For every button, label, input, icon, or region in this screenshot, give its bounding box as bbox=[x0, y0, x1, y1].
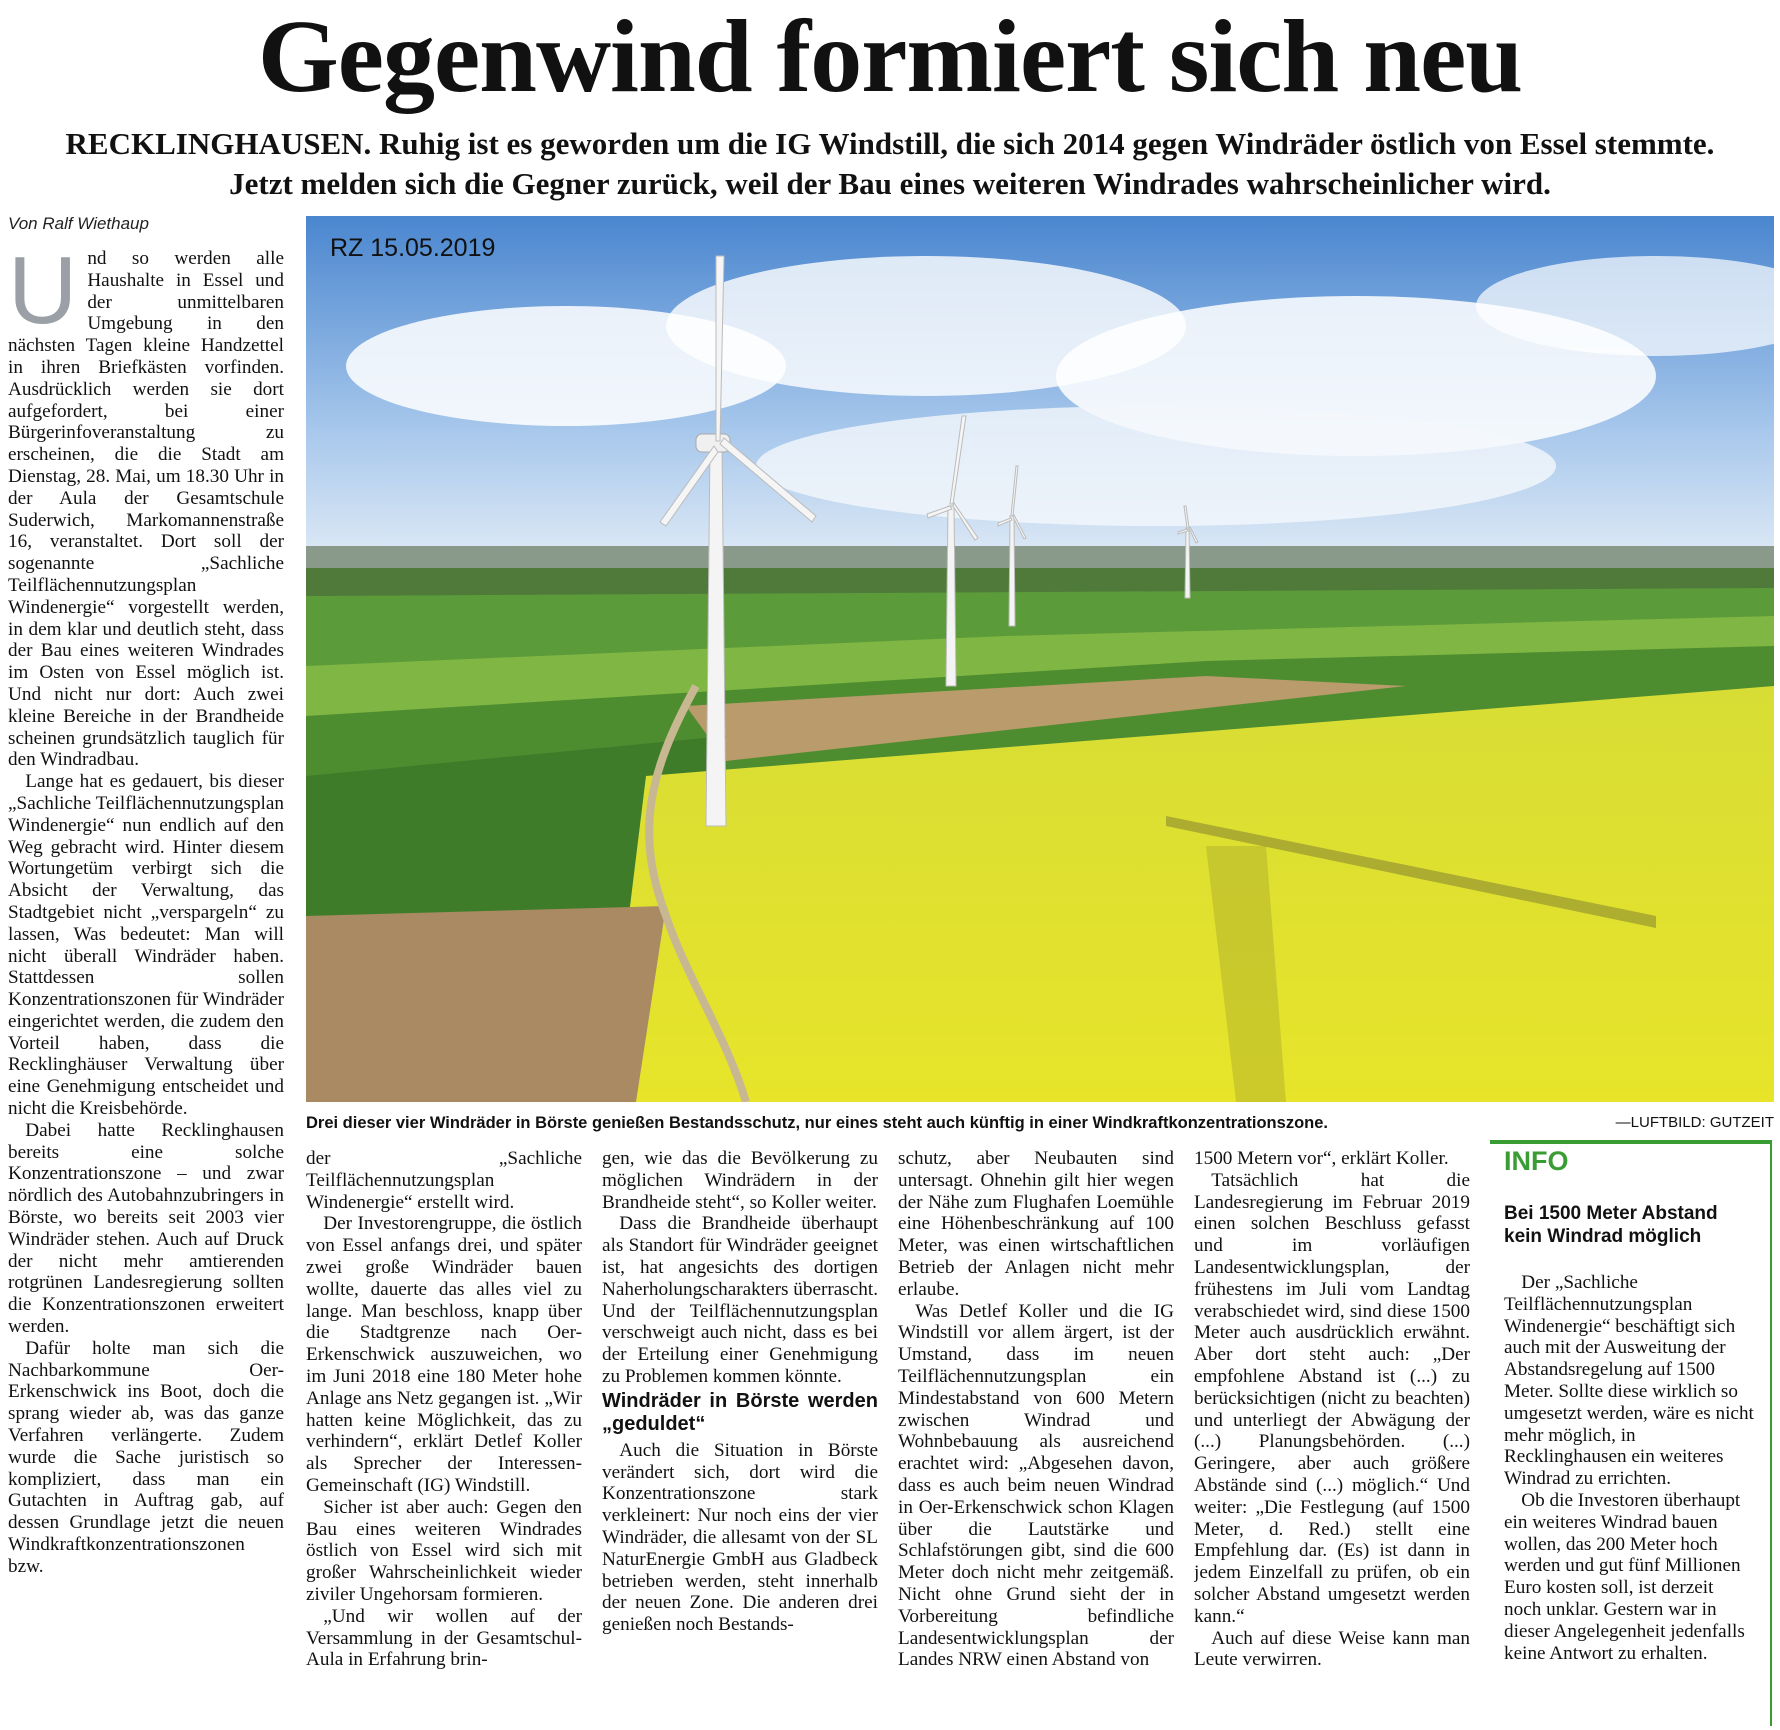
info-body bbox=[1504, 1272, 1754, 1664]
photo-credit: —LUFTBILD: GUTZEIT bbox=[1615, 1114, 1774, 1131]
paragraph: Auch auf diese Weise kann man Leute verwirren. bbox=[1194, 1627, 1470, 1671]
photo-caption bbox=[306, 1112, 1774, 1134]
paragraph: Der „Sachliche Teilflächennutzungsplan Windenergie“ beschäftigt sich auch mit der Ausweitung der Abstandsregelung auf 1500 Meter. Sollte diese wirklich so umgesetzt werden, wäre es nicht mehr möglich, in Recklinghausen ein weiteres Windrad zu errichten. bbox=[1504, 1272, 1754, 1490]
windfarm-photo bbox=[306, 216, 1774, 1102]
article-column-3 bbox=[602, 1148, 878, 1726]
paragraph: schutz, aber Neubauten sind untersagt. Ohnehin gilt hier wegen der Nähe zum Flughafen Loemühle eine Höhenbeschränkung auf 100 Meter, was einen wirtschaftlichen Betrieb der Anlagen nicht mehr erlaube. bbox=[898, 1148, 1174, 1300]
caption-text: Drei dieser vier Windräder in Börste genießen Bestandsschutz, nur eines steht auch künftig in einer Windkraftkonzentrationszone. bbox=[306, 1114, 1328, 1132]
paragraph: Ob die Investoren überhaupt ein weiteres Windrad bauen wollen, das 200 Meter hoch werden und gut fünf Millionen Euro kosten soll, ist derzeit noch unklar. Gestern war in dieser Angelegenheit jedenfalls keine Antwort zu erhalten. bbox=[1504, 1489, 1745, 1664]
paragraph: gen, wie das die Bevölkerung zu möglichen Windrädern in der Brandheide steht“, so Koller weiter. bbox=[602, 1148, 878, 1213]
paragraph: Dafür holte man sich die Nachbarkommune Oer-Erkenschwick ins Boot, doch die sprang wieder ab, was das ganze Verfahren verlängerte. Zudem wurde die Sache juristisch so kompliziert, dass man ein Gutachten in Auftrag gab, auf dessen Grundlage jetzt die neuen Windkraftkonzentrationszonen bzw. bbox=[8, 1337, 284, 1577]
article-column-1 bbox=[8, 248, 284, 1726]
article-column-2 bbox=[306, 1148, 582, 1726]
paragraph: Dass die Brandheide überhaupt als Standort für Windräder geeignet ist, hat angesichts des dortigen Naherholungscharakters überrascht. Und der Teilflächennutzungsplan verschweigt auch nicht, dass es bei der Erteilung einer Genehmigung zu Problemen kommen könnte. bbox=[602, 1213, 878, 1387]
paragraph: 1500 Metern vor“, erklärt Koller. bbox=[1194, 1148, 1449, 1169]
paragraph: Was Detlef Koller und die IG Windstill vor allem ärgert, ist der Umstand, dass im neuen Teilflächennutzungsplan ein Mindestabstand von 600 Metern zwischen Windrad und Wohnbebauung als ausreichend erachtet wird: „Abgesehen davon, dass es auch beim neuen Windrad in Oer-Erkenschwick schon Klagen über die Lautstärke und Schlafstörungen gibt, sind die 600 Meter doch nicht mehr zeitgemäß. Nicht ohne Grund sieht der in Vorbereitung befindliche Landesentwicklungsplan der Landes NRW einen Abstand von bbox=[898, 1300, 1174, 1671]
date-stamp: RZ 15.05.2019 bbox=[330, 234, 496, 262]
paragraph: Tatsächlich hat die Landesregierung im Februar 2019 einen solchen Beschluss gefasst und im vorläufigen Landesentwicklungsplan, der frühestens im Juli vom Landtag verabschiedet wird, sind diese 1500 Meter auch ausdrücklich erwähnt. Aber dort steht auch: „Der empfohlene Abstand ist (...) zu berücksichtigen (nicht zu beachten) und unterliegt der Abwägung der (...) Planungsbehörden. (...) Geringere, aber auch größere Abstände sind (...) möglich.“ Und weiter: „Die Festlegung (auf 1500 Meter, d. Red.) stellt eine Empfehlung dar. (Es) ist dann in jedem Einzelfall zu prüfen, ob ein solcher Abstand umgesetzt werden kann.“ bbox=[1194, 1169, 1470, 1627]
article-column-4 bbox=[898, 1148, 1174, 1726]
paragraph: Auch die Situation in Börste verändert sich, dort wird die Konzentrationszone stark verkleinert: Nur noch eins der vier Windräder, die allesamt von der SL NaturEnergie GmbH aus Gladbeck betrieben werden, steht innerhalb der neuen Zone. Die anderen drei genießen noch Bestands- bbox=[602, 1439, 878, 1636]
section-subheading: Windräder in Börste werden „geduldet“ bbox=[602, 1389, 878, 1435]
paragraph: Lange hat es gedauert, bis dieser „Sachliche Teilflächennutzungsplan Windenergie“ nun endlich auf den Weg gebracht wird. Hinter diesem Wortungetüm verbirgt sich die Absicht der Verwaltung, das Stadtgebiet nicht „verspargeln“ zu lassen, Was bedeutet: Man will nicht überall Windräder haben. Stattdessen sollen Konzentrationszonen für Windräder eingerichtet werden, die zudem den Vorteil haben, dass die Recklinghäuser Verwaltung über eine Genehmigung entscheidet und nicht die Kreisbehörde. bbox=[8, 771, 284, 1120]
windfarm-illustration bbox=[306, 216, 1774, 1102]
info-label: INFO bbox=[1504, 1146, 1569, 1176]
byline: Von Ralf Wiethaup bbox=[8, 214, 149, 233]
paragraph: der „Sachliche Teilflächennutzungsplan Windenergie“ erstellt wird. bbox=[306, 1148, 582, 1213]
paragraph: „Und wir wollen auf der Versammlung in der Gesamtschul-Aula in Erfahrung brin- bbox=[306, 1605, 582, 1671]
paragraph: Dabei hatte Recklinghausen bereits eine solche Konzentrationszone – und zwar nördlich des Autobahnzubringers in Börste, wo bereits seit 2003 vier Windräder stehen. Auch auf Druck der nicht mehr amtierenden rotgrünen Landesregierung sollten die Konzentrationszonen erweitert werden. bbox=[8, 1119, 284, 1338]
headline: Gegenwind formiert sich neu bbox=[257, 0, 1523, 114]
paragraph: Sicher ist aber auch: Gegen den Bau eines weiteren Windrades östlich von Essel wird sich mit großer Wahrscheinlichkeit wieder ziviler Ungehorsam formieren. bbox=[306, 1496, 582, 1605]
info-box bbox=[1490, 1140, 1772, 1726]
paragraph: Und so werden alle Haushalte in Essel und der unmittelbaren Umgebung in den nächsten Tagen kleine Handzettel in ihren Briefkästen vorfinden. Ausdrücklich werden sie dort aufgefordert, bei einer Bürgerinfoveranstaltung zu erscheinen, die die Stadt am Dienstag, 28. Mai, um 18.30 Uhr in der Aula der Gesamtschule Suderwich, Markomannenstraße 16, veranstaltet. Dort soll der sogenannte „Sachliche Teilflächennutzungsplan Windenergie“ vorgestellt werden, in dem klar und deutlich steht, dass der Bau eines weiteren Windrades im Osten von Essel möglich ist. Und nicht nur dort: Auch zwei kleine Bereiche in der Brandheide scheinen grundsätzlich tauglich für den Windradbau. bbox=[8, 248, 284, 771]
paragraph: Der Investorengruppe, die östlich von Essel anfangs drei, und später zwei große Windräder bauen wollte, dauerte das alles viel zu lange. Man beschloss, knapp über die Stadtgrenze nach Oer-Erkenschwick auszuweichen, wo im Juni 2018 eine 180 Meter hohe Anlage ans Netz gegangen ist. „Wir hatten keine Möglichkeit, das zu verhindern“, erklärt Detlef Koller als Sprecher der Interessen-Gemeinschaft (IG) Windstill. bbox=[306, 1213, 582, 1496]
article-column-5 bbox=[1194, 1148, 1470, 1726]
info-title: Bei 1500 Meter Abstand kein Windrad möglich bbox=[1504, 1203, 1718, 1247]
dropcap: U bbox=[8, 248, 78, 344]
subheadline: RECKLINGHAUSEN. Ruhig ist es geworden um die IG Windstill, die sich 2014 gegen Windräder östlich von Essel stemmte. Jetzt melden sich die Gegner zurück, weil der Bau eines weiteren Windrades wahrscheinlicher wird. bbox=[65, 126, 1715, 202]
